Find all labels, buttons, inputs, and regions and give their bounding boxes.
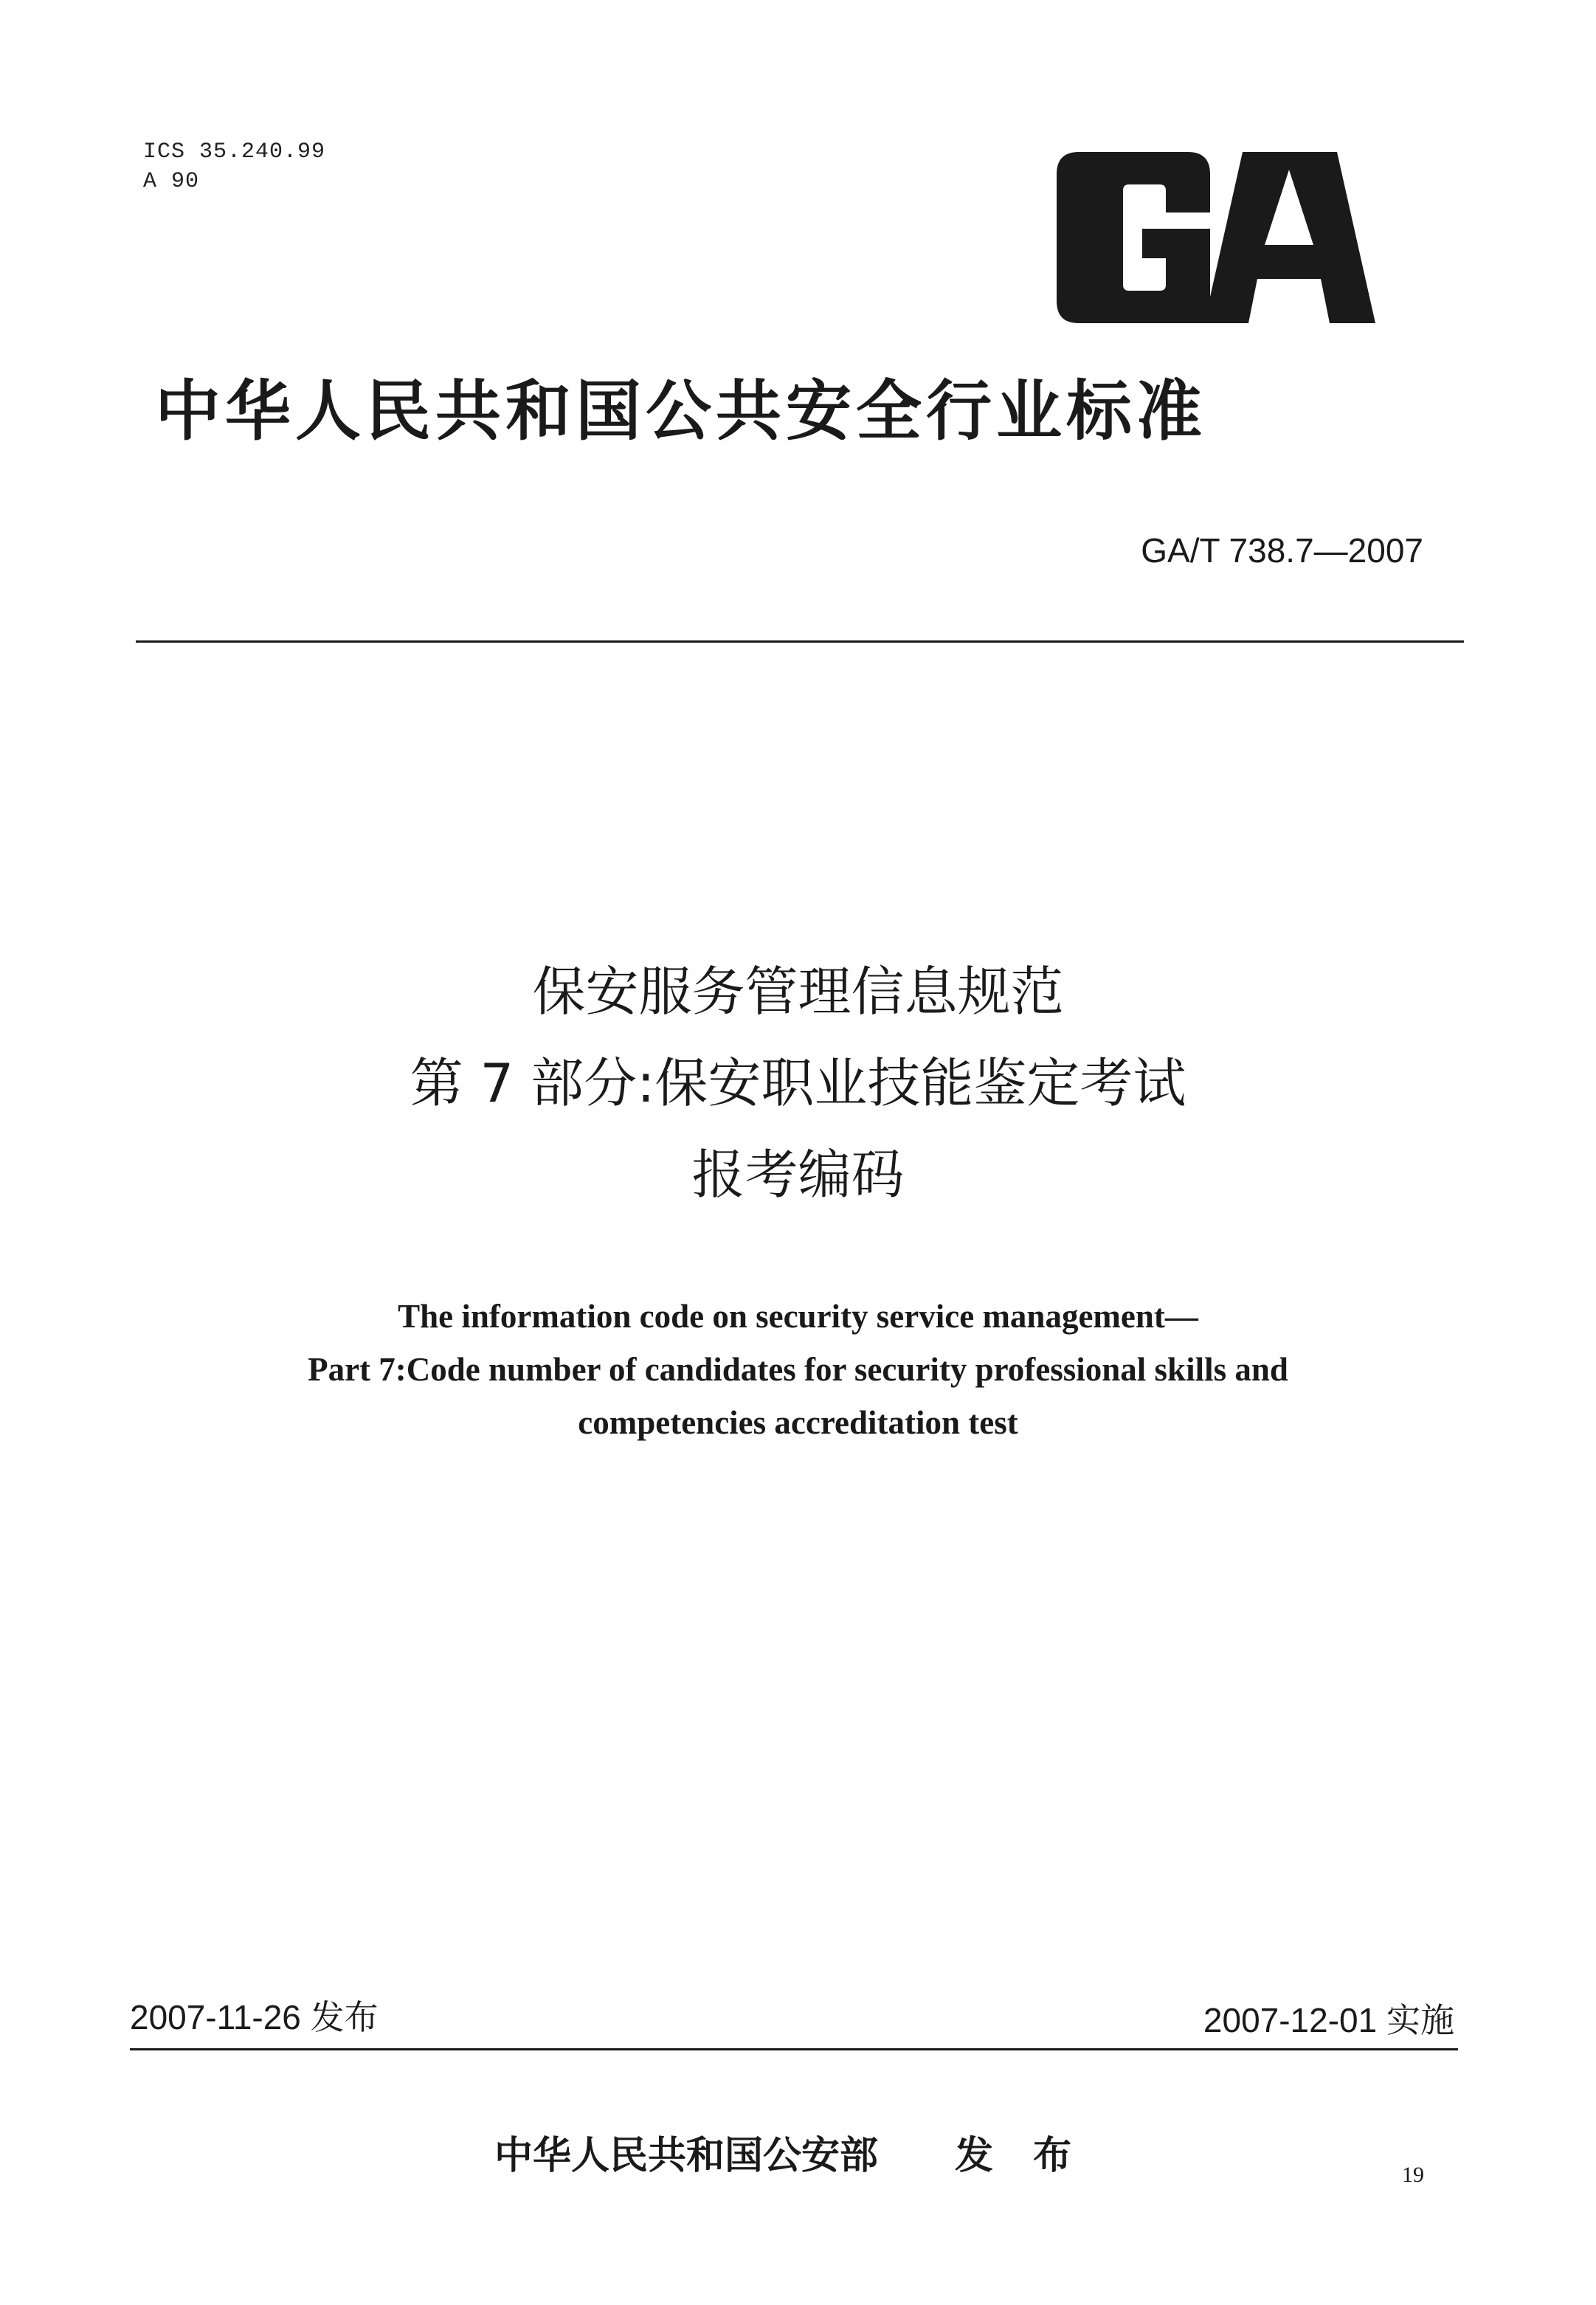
standard-number: GA/T 738.7—2007 [1141,531,1423,570]
classification-code: A 90 [143,169,200,194]
footer-divider [130,2048,1458,2050]
header-divider [136,640,1464,643]
ga-logo [1057,152,1375,323]
issue-date: 2007-11-26 发布 [130,1998,379,2036]
standard-body-title: 中华人民共和国公共安全行业标准 [155,373,1206,449]
english-title-line: competencies accreditation test [578,1404,1018,1441]
publisher-name: 中华人民共和国公安部 [494,2134,879,2178]
page-number: 19 [1402,2163,1424,2187]
chinese-title-line: 第 7 部分:保安职业技能鉴定考试 [410,1052,1186,1114]
english-title-line: Part 7:Code number of candidates for security professional skills and [308,1351,1288,1388]
publisher-action: 发 布 [955,2134,1085,2178]
chinese-title [0,946,1596,1220]
implementation-date: 2007-12-01 实施 [1203,2001,1454,2039]
ics-code: ICS 35.240.99 [143,139,326,165]
english-title-line: The information code on security service management— [398,1298,1198,1335]
english-title [0,1290,1596,1449]
publisher-line [494,2132,1085,2180]
chinese-title-line: 报考编码 [691,1144,905,1206]
chinese-title-line: 保安服务管理信息规范 [532,961,1064,1023]
